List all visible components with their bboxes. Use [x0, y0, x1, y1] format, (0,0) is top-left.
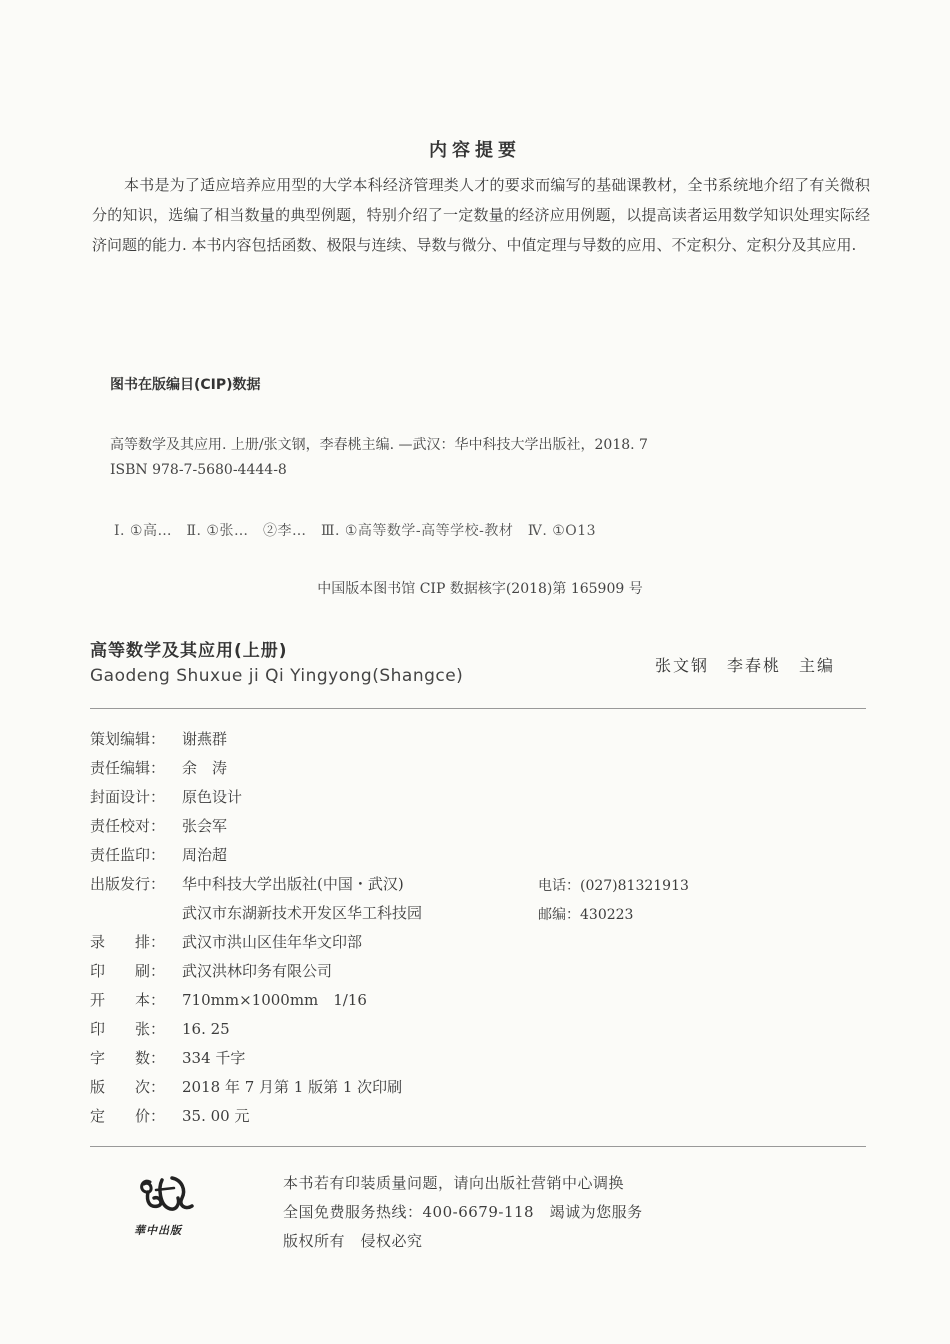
info-key: 封面设计： [90, 788, 166, 806]
info-value: 武汉市东湖新技术开发区华工科技园 [182, 904, 423, 922]
cip-title: 图书在版编目(CIP)数据 [110, 377, 261, 393]
info-value: 334 千字 [182, 1049, 246, 1067]
info-key: 出版发行： [90, 875, 166, 893]
info-key: 印 刷： [90, 962, 166, 980]
info-row [90, 815, 227, 835]
info-key: 策划编辑： [90, 730, 166, 748]
info-row [90, 960, 332, 980]
info-key: 字 数： [90, 1049, 166, 1067]
book-editors: 张文钢 李春桃 主编 [655, 656, 836, 675]
info-value: 2018 年 7 月第 1 版第 1 次印刷 [182, 1078, 403, 1096]
info-value: 周治超 [182, 846, 228, 864]
info-row [90, 931, 362, 951]
info-key: 责任编辑： [90, 759, 166, 777]
footer-copyright: 版权所有 侵权必究 [283, 1232, 423, 1250]
info-value: 原色设计 [182, 788, 243, 806]
contact-phone: 电话：(027)81321913 [538, 878, 689, 894]
info-row [90, 757, 227, 777]
info-row [90, 1047, 245, 1067]
info-row [90, 989, 367, 1009]
footer-quality-notice: 本书若有印装质量问题，请向出版社营销中心调换 [283, 1174, 625, 1192]
info-key: 责任校对： [90, 817, 166, 835]
info-row [90, 844, 227, 864]
divider-top [90, 708, 866, 709]
abstract-body [92, 170, 870, 260]
info-key: 定 价： [90, 1107, 166, 1125]
info-key: 版 次： [90, 1078, 166, 1096]
info-value: 16. 25 [182, 1020, 230, 1038]
info-value: 谢燕群 [182, 730, 228, 748]
info-row [90, 1018, 230, 1038]
info-value: 35. 00 元 [182, 1107, 250, 1125]
cip-classification: Ⅰ. ①高… Ⅱ. ①张… ②李… Ⅲ. ①高等数学-高等学校-教材 Ⅳ. ①O13 [114, 523, 597, 539]
abstract-heading: 内容提要 [429, 140, 521, 161]
info-row [90, 1076, 402, 1096]
info-row [90, 1105, 249, 1125]
info-key: 责任监印： [90, 846, 166, 864]
info-value: 华中科技大学出版社(中国・武汉) [182, 875, 404, 893]
info-row [90, 902, 422, 922]
info-value: 余 涛 [182, 759, 228, 777]
info-value: 张会军 [182, 817, 228, 835]
info-value: 710mm×1000mm 1/16 [182, 991, 367, 1009]
publisher-logo [128, 1168, 208, 1248]
book-title: 高等数学及其应用(上册) [90, 641, 288, 661]
cip-bibliographic: 高等数学及其应用. 上册/张文钢，李春桃主编. —武汉：华中科技大学出版社，2018. 7 [110, 437, 648, 453]
info-value: 武汉洪林印务有限公司 [182, 962, 333, 980]
info-value: 武汉市洪山区佳年华文印部 [182, 933, 363, 951]
info-row [90, 873, 404, 893]
abstract-text: 本书是为了适应培养应用型的大学本科经济管理类人才的要求而编写的基础课教材，全书系统地介绍了有关微积分的知识，选编了相当数量的典型例题，特别介绍了一定数量的经济应用例题，以提高读者运用数学知识处理实际经济问题的能力. 本书内容包括函数、极限与连续、导数与微分、中值定理与导数的应用、不定积分、定积分及其应用. [92, 176, 870, 254]
info-key: 录 排： [90, 933, 166, 951]
cip-isbn: ISBN 978-7-5680-4444-8 [110, 462, 287, 478]
info-row [90, 786, 242, 806]
info-key: 开 本： [90, 991, 166, 1009]
divider-bottom [90, 1146, 866, 1147]
contact-postcode: 邮编：430223 [538, 907, 634, 923]
cip-approval-number: 中国版本图书馆 CIP 数据核字(2018)第 165909 号 [317, 581, 643, 597]
info-key: 印 张： [90, 1020, 166, 1038]
book-title-pinyin: Gaodeng Shuxue ji Qi Yingyong(Shangce) [90, 666, 464, 686]
info-row [90, 728, 227, 748]
footer-hotline: 全国免费服务热线：400-6679-118 竭诚为您服务 [283, 1203, 643, 1221]
publisher-logo-text: 華中出版 [134, 1224, 182, 1237]
